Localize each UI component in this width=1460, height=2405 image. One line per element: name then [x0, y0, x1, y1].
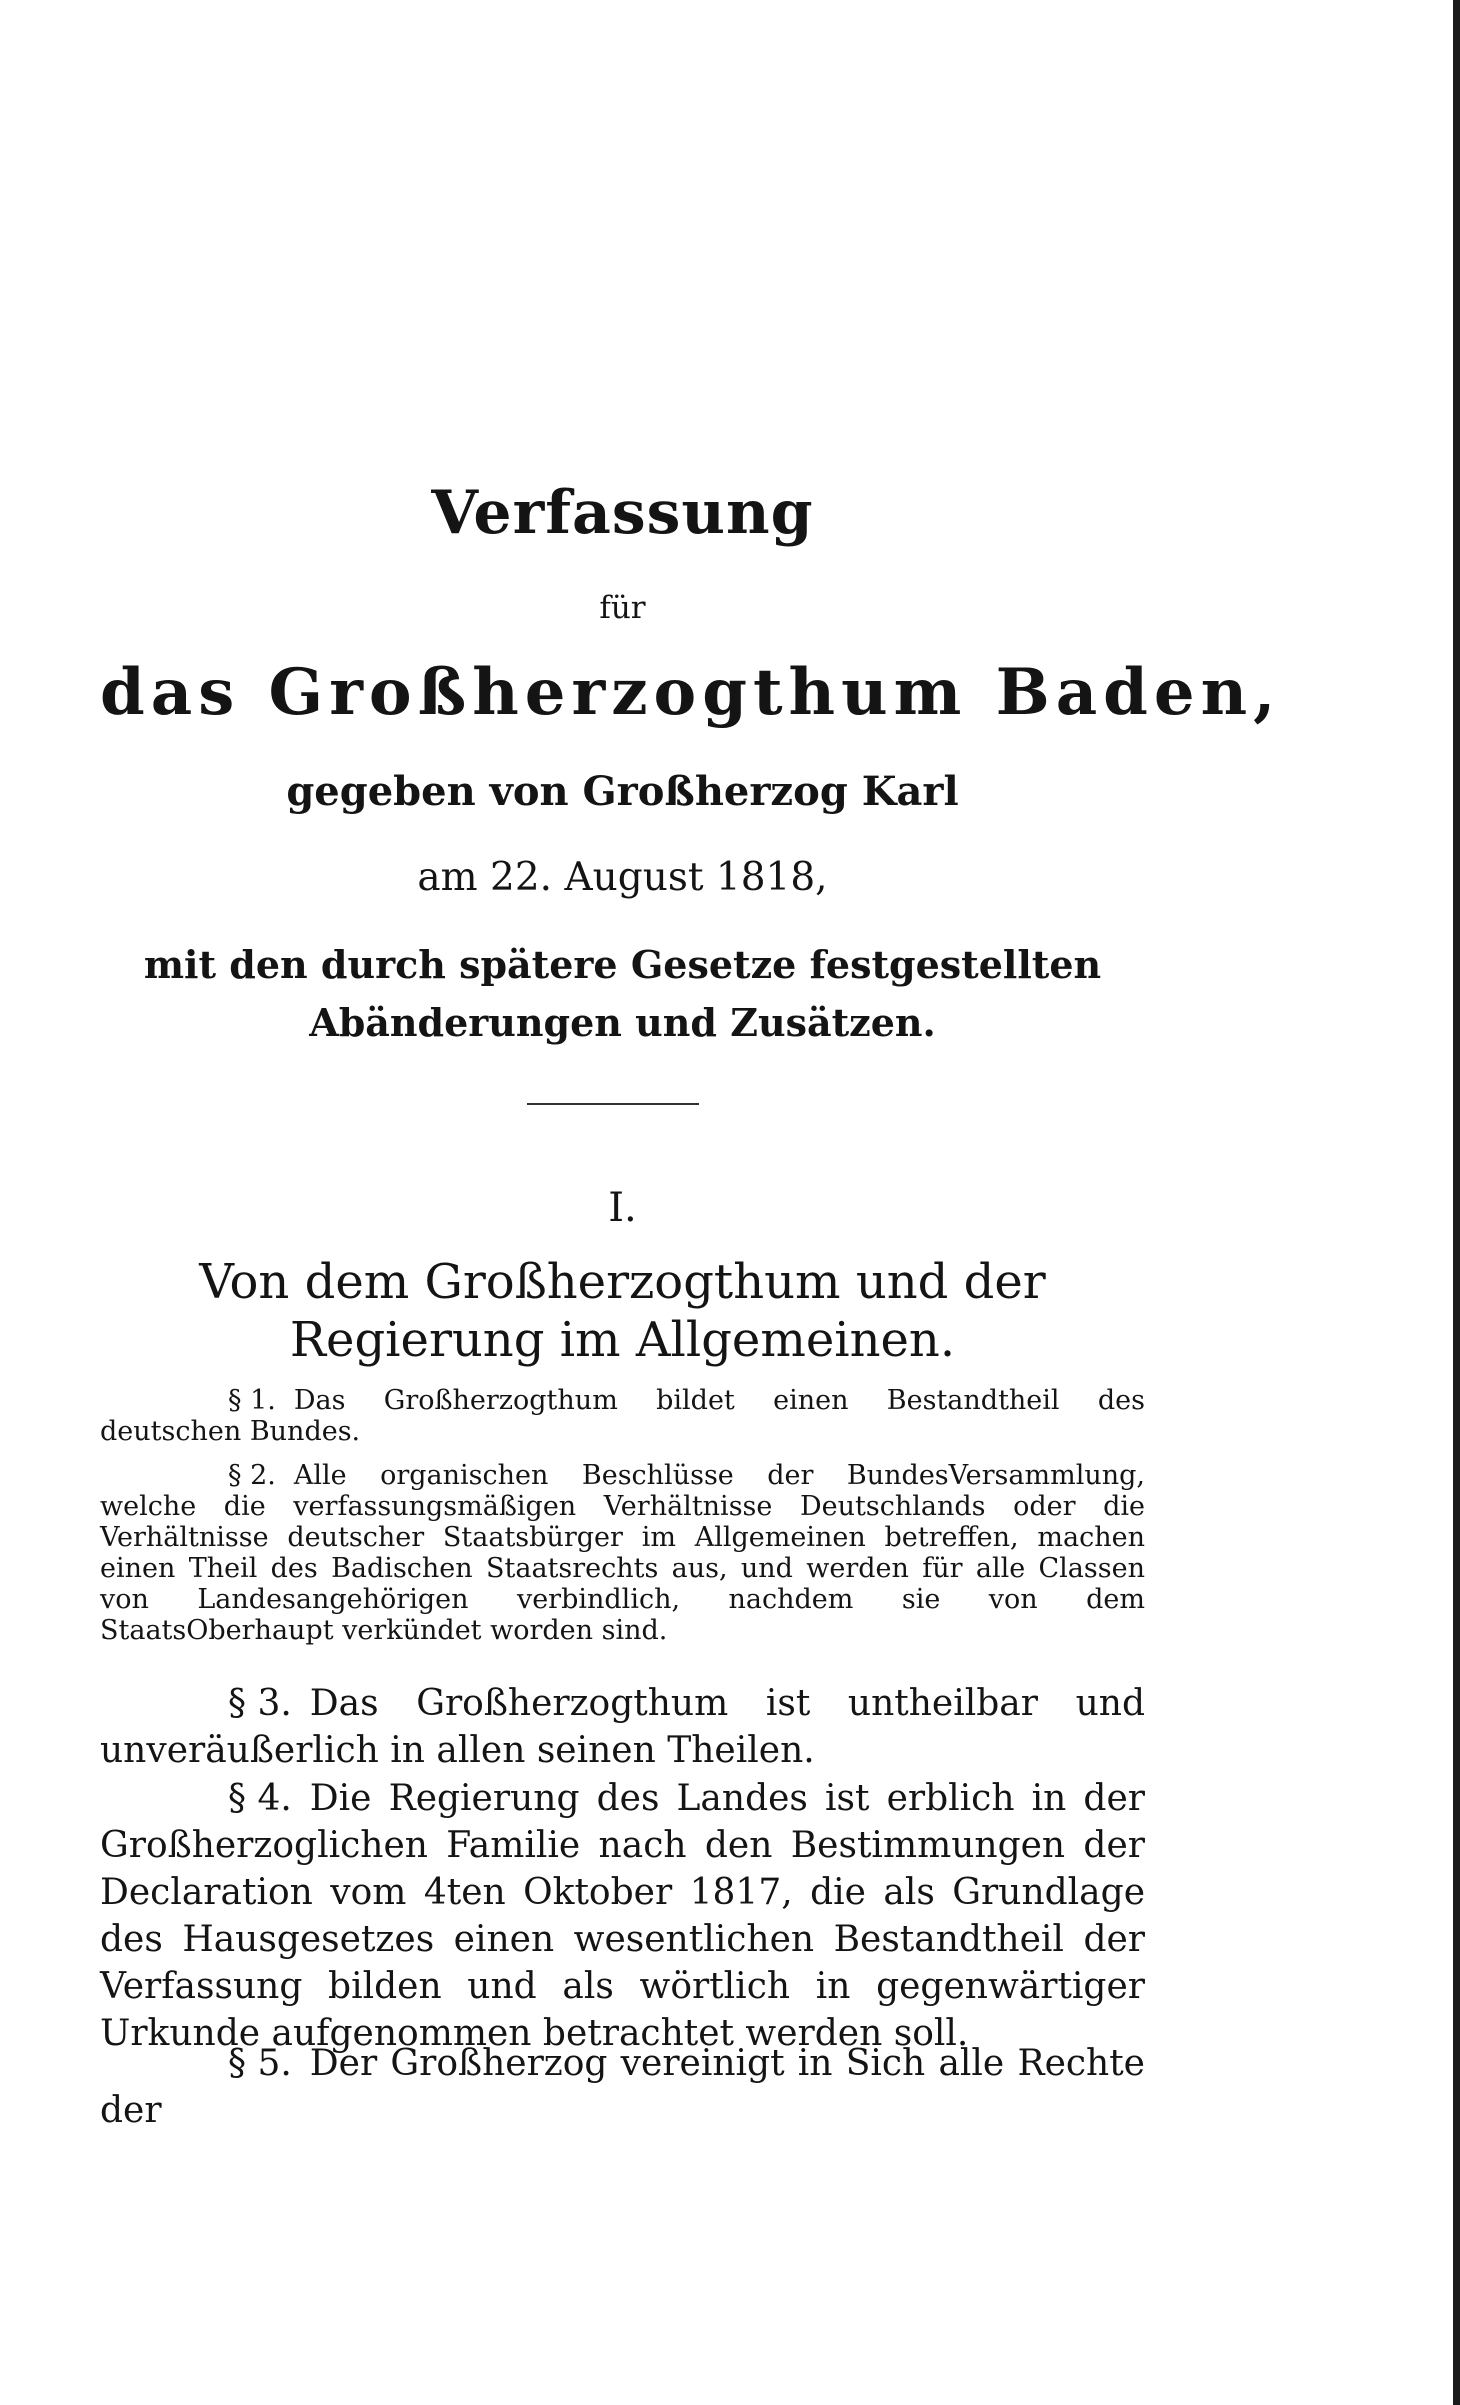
paragraph-2 — [100, 1460, 1145, 1646]
title-country: das Großherzogthum Baden, — [100, 655, 1282, 730]
section-number: § 2. — [228, 1460, 276, 1491]
paragraph-3 — [100, 1680, 1145, 1774]
paragraph-1 — [100, 1385, 1145, 1447]
title-date: am 22. August 1818, — [417, 855, 828, 900]
paragraph-text: Das Großherzogthum bildet einen Bestandtheil des deutschen Bundes. — [100, 1385, 1145, 1447]
title-amendments: mit den durch spätere Gesetze festgestellten Abänderungen und Zusätzen. — [143, 942, 1102, 1045]
paragraph-text: Der Großherzog vereinigt in Sich alle Rechte der — [100, 2043, 1145, 2131]
paragraph-text: Alle organischen Beschlüsse der BundesVersammlung, welche die verfassungsmäßigen Verhältnisse Deutschlands oder die Verhältnisse deutscher Staatsbürger im Allgemeinen betreffen, machen einen Theil des Badischen Staatsrechts aus, und werden für alle Classen von Landesangehörigen verbindlich, nachdem sie von dem StaatsOberhaupt verkündet worden sind. — [100, 1460, 1145, 1646]
page-edge-shadow — [1453, 0, 1460, 2405]
title-divider — [527, 1103, 699, 1105]
document-title: Verfassung — [431, 478, 814, 548]
section-number: § 5. — [228, 2043, 292, 2084]
document-page — [100, 0, 1282, 2405]
section-number: § 4. — [228, 1778, 292, 1819]
title-preposition: für — [599, 590, 646, 626]
section-number: § 3. — [228, 1683, 292, 1724]
paragraph-5 — [100, 2040, 1145, 2134]
chapter-title: Von dem Großherzogthum und der Regierung im Allgemeinen. — [199, 1254, 1046, 1368]
section-number: § 1. — [228, 1385, 276, 1416]
title-given-by: gegeben von Großherzog Karl — [286, 768, 959, 815]
chapter-number: I. — [608, 1185, 637, 1231]
paragraph-text: Die Regierung des Landes ist erblich in der Großherzoglichen Familie nach den Bestimmungen der Declaration vom 4ten Oktober 1817, die als Grundlage des Hausgesetzes einen wesentlichen Bestandtheil der Verfassung bilden und als wörtlich in gegenwärtiger Urkunde aufgenommen betrachtet werden soll. — [100, 1778, 1145, 2054]
paragraph-text: Das Großherzogthum ist untheilbar und unveräußerlich in allen seinen Theilen. — [100, 1683, 1145, 1771]
paragraph-4 — [100, 1775, 1145, 2057]
